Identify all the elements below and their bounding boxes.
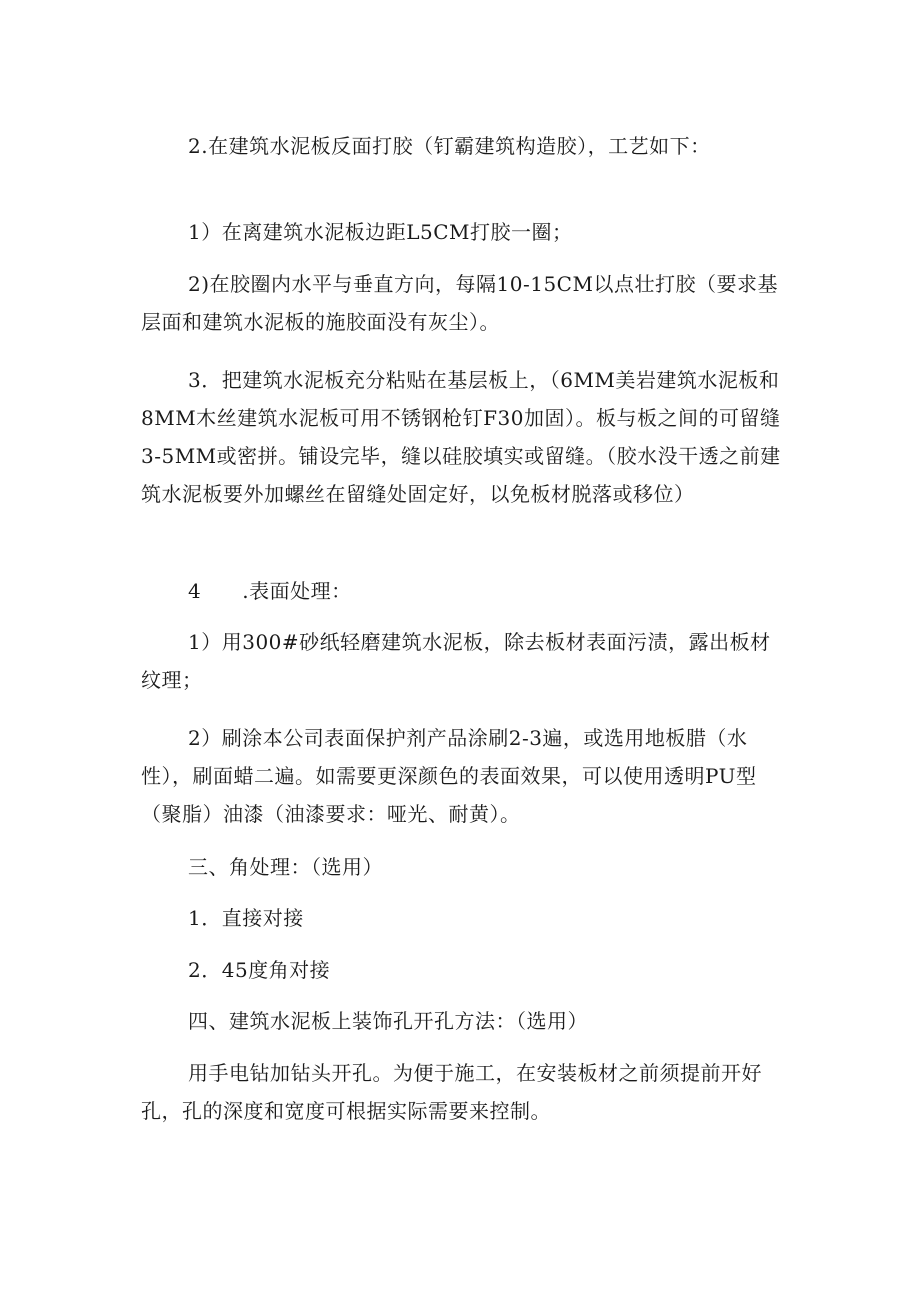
paragraph-45-degree-joint: 2．45度角对接 [188, 958, 331, 982]
paragraph-direct-joint: 1．直接对接 [188, 906, 304, 930]
paragraph-step-4-surface: 4 .表面处理： [188, 579, 352, 603]
paragraph-glue-border: 1）在离建筑水泥板边距L5CM打胶一圈； [188, 220, 573, 244]
paragraph-coating: 2）刷涂本公司表面保护剂产品涂刷2-3遍，或选用地板腊（水性），刷面蜡二遍。如需要更深颜色的表面效果，可以使用透明PU型（聚脂）油漆（油漆要求：哑光、耐黄）。 [141, 726, 757, 826]
heading-decorative-holes: 四、建筑水泥板上装饰孔开孔方法：（选用） [188, 1009, 588, 1033]
paragraph-drilling-method: 用手电钻加钻头开孔。为便于施工，在安装板材之前须提前开好孔，孔的深度和宽度可根据实际需要来控制。 [141, 1061, 762, 1123]
paragraph-step-3-bonding: 3．把建筑水泥板充分粘贴在基层板上，（6MM美岩建筑水泥板和8MM木丝建筑水泥板可用不锈钢枪钉F30加固）。板与板之间的可留缝3-5MM或密拼。铺设完毕，缝以硅胶填实或留缝。（胶水没干透之前建筑水泥板要外加螺丝在留缝处固定好，以免板材脱落或移位） [141, 368, 781, 506]
heading-corner-treatment: 三、角处理：（选用） [188, 855, 383, 879]
paragraph-sanding: 1）用300#砂纸轻磨建筑水泥板，除去板材表面污渍，露出板材纹理； [141, 630, 771, 692]
paragraph-glue-points: 2)在胶圈内水平与垂直方向，每隔10-15CM以点壮打胶（要求基层面和建筑水泥板的施胶面没有灰尘）。 [141, 272, 778, 334]
paragraph-step-2-glue: 2.在建筑水泥板反面打胶（钉霸建筑构造胶），工艺如下： [188, 134, 711, 158]
